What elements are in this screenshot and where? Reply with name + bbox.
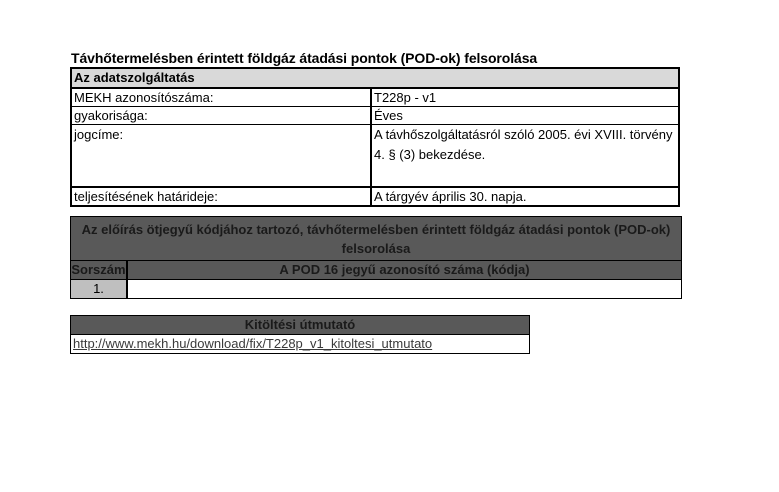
table-row	[70, 280, 682, 299]
pod-table	[70, 216, 682, 299]
column-header-pod-code: A POD 16 jegyű azonosító száma (kódja)	[279, 262, 530, 277]
guide-header: Kitöltési útmutató	[71, 316, 529, 335]
page-title: Távhőtermelésben érintett földgáz átadási pontok (POD-ok) felsorolása	[71, 50, 538, 66]
info-value-legal-basis: A távhőszolgáltatásról szóló 2005. évi XVIII. törvény 4. § (3) bekezdése.	[374, 127, 673, 162]
guide-link[interactable]: http://www.mekh.hu/download/fix/T228p_v1_kitoltesi_utmutato	[73, 336, 433, 351]
info-value-deadline: A tárgyév április 30. napja.	[374, 189, 527, 204]
guide-table	[70, 315, 530, 354]
info-label-deadline: teljesítésének határideje:	[72, 188, 372, 205]
info-value-frequency: Éves	[374, 108, 403, 123]
pod-table-title: Az előírás ötjegyű kódjához tartozó, távhőtermelésben érintett földgáz átadási pontok (POD-ok) felsorolása	[70, 216, 682, 261]
data-provision-table	[70, 67, 680, 207]
column-header-index: Sorszám	[71, 261, 128, 279]
row-index-cell: 1.	[71, 280, 128, 298]
info-label-legal-basis: jogcíme:	[72, 125, 372, 186]
info-value-id: T228p - v1	[374, 90, 437, 105]
pod-code-cell[interactable]	[128, 280, 681, 298]
info-row-deadline	[72, 187, 678, 205]
info-label-frequency: gyakorisága:	[72, 107, 372, 124]
data-provision-header: Az adatszolgáltatás	[72, 69, 678, 89]
pod-table-header-row	[70, 261, 682, 280]
info-row-legal-basis	[72, 125, 678, 187]
info-label-id: MEKH azonosítószáma:	[72, 89, 372, 106]
info-row-id	[72, 89, 678, 107]
info-row-frequency	[72, 107, 678, 125]
